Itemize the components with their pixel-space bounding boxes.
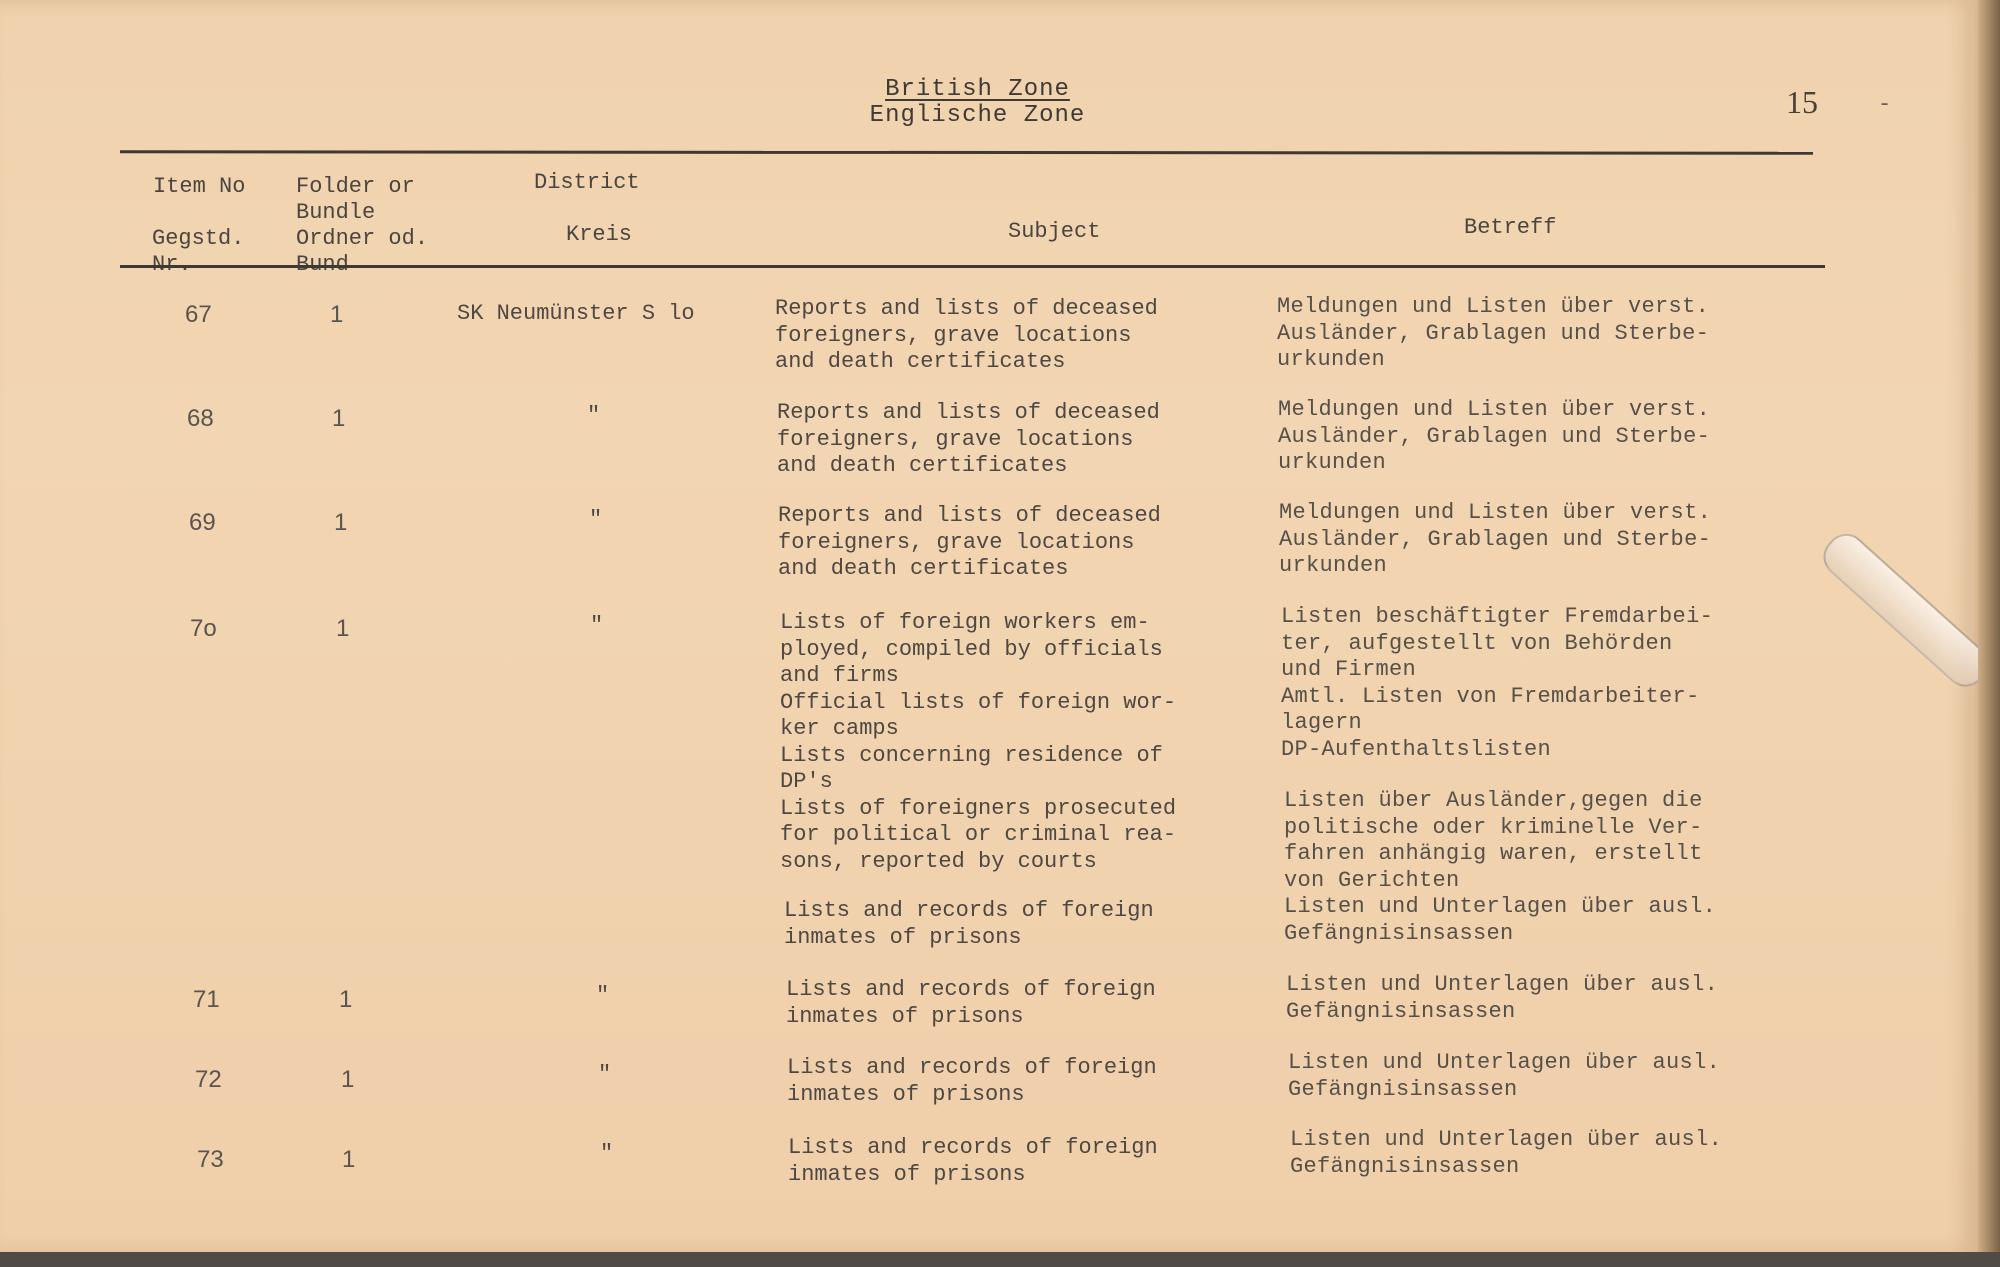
betreff: Listen beschäftigter Fremdarbei- ter, aufgestellt von Behörden und Firmen Amtl. Listen von Fremdarbeiter- lagern DP-Aufenthaltslisten (1281, 604, 1714, 762)
betreff-continued: Listen über Ausländer,gegen die politische oder kriminelle Ver- fahren anhängig waren, erstellt von Gerichten Listen und Unterlagen über ausl. Gefängnisinsassen (1284, 788, 1717, 946)
item-number: 69 (189, 509, 216, 536)
folder-count: 1 (341, 1066, 355, 1093)
betreff: Meldungen und Listen über verst. Ausländer, Grablagen und Sterbe- urkunden (1278, 397, 1711, 475)
betreff: Listen und Unterlagen über ausl. Gefängnisinsassen (1290, 1127, 1723, 1179)
district: SK Neumünster S lo (457, 301, 695, 326)
zone-title: British Zone (885, 76, 1070, 103)
folder-count: 1 (330, 301, 344, 328)
betreff: Meldungen und Listen über verst. Ausländer, Grablagen und Sterbe- urkunden (1277, 294, 1710, 372)
folder-count: 1 (332, 405, 346, 432)
subject: Reports and lists of deceased foreigners, grave locations and death certificates (777, 400, 1160, 478)
folder-count: 1 (339, 986, 353, 1013)
col-subject: Subject (1008, 219, 1101, 244)
item-number: 72 (195, 1066, 222, 1093)
col-betreff: Betreff (1464, 215, 1557, 240)
betreff: Listen und Unterlagen über ausl. Gefängnisinsassen (1288, 1050, 1721, 1102)
col-folder-en: Folder or Bundle (296, 174, 415, 225)
page-clip (1815, 526, 1996, 695)
item-number: 7o (190, 615, 217, 642)
district: " (596, 983, 610, 1008)
folder-count: 1 (336, 615, 350, 642)
folder-count: 1 (334, 509, 348, 536)
folder-count: 1 (342, 1146, 356, 1173)
subject: Lists and records of foreign inmates of prisons (786, 977, 1156, 1029)
district: " (598, 1062, 612, 1087)
col-item-en: Item No (153, 174, 246, 199)
betreff: Meldungen und Listen über verst. Ausländer, Grablagen und Sterbe- urkunden (1279, 500, 1712, 578)
subject: Reports and lists of deceased foreigners, grave locations and death certificates (775, 296, 1158, 374)
item-number: 71 (193, 986, 220, 1013)
header-top-rule (120, 150, 1813, 154)
zone-subtitle: Englische Zone (869, 102, 1086, 129)
betreff: Listen und Unterlagen über ausl. Gefängnisinsassen (1286, 972, 1719, 1024)
scan-bottom-edge (0, 1252, 2000, 1267)
col-item-de: Gegstd. (152, 226, 245, 251)
subject-extra: Lists and records of foreign inmates of prisons (784, 898, 1154, 950)
subject: Lists and records of foreign inmates of prisons (787, 1055, 1157, 1107)
subject: Lists and records of foreign inmates of prisons (788, 1135, 1158, 1187)
item-number: 73 (197, 1146, 224, 1173)
col-district-en: District (534, 170, 640, 195)
district: " (587, 403, 601, 428)
district: " (589, 507, 603, 532)
page-mark: - (1878, 92, 1892, 117)
subject: Lists of foreign workers em- ployed, compiled by officials and firms Official lists of foreign wor- ker camps Lists concerning residence of DP's Lists of foreigners prosecuted for political or criminal rea- sons, reported by courts (780, 610, 1177, 874)
district: " (590, 613, 604, 638)
col-folder-de: Ordner od. (296, 226, 429, 251)
book-edge (1978, 0, 2000, 1252)
header-bottom-rule (120, 265, 1825, 268)
item-number: 68 (187, 405, 214, 432)
item-number: 67 (185, 301, 212, 328)
page-number: 15 (1786, 84, 1818, 120)
col-district-de: Kreis (566, 222, 633, 247)
district: " (600, 1141, 614, 1166)
subject: Reports and lists of deceased foreigners, grave locations and death certificates (778, 503, 1161, 581)
